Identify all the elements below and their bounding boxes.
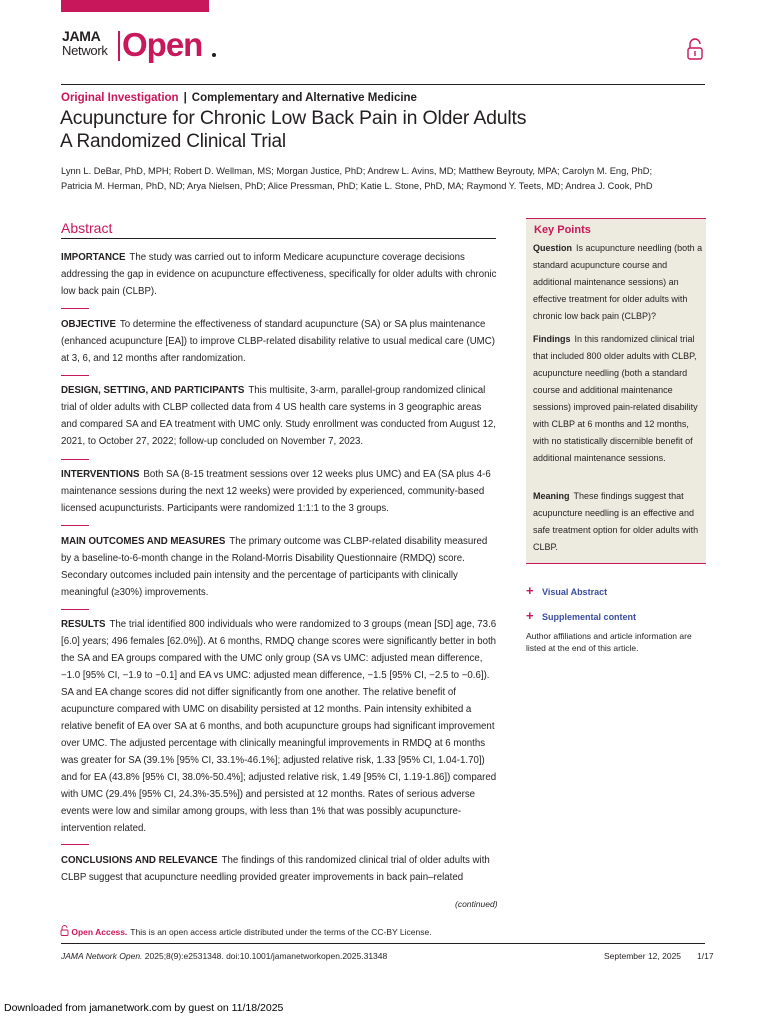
- section-text: The primary outcome was CLBP-related disability measured by a baseline-to-6-month change in the Roland-Morris Disability Questionnaire (RMDQ) score. Secondary outcomes included pain intensity and the percentage of participants with clinically meaningful (≥30%) improvements.: [61, 536, 488, 598]
- section-label: DESIGN, SETTING, AND PARTICIPANTS: [61, 385, 245, 396]
- section-text: The study was carried out to inform Medicare acupuncture coverage decisions addressing the gap in evidence on acupuncture effectiveness, specifically for older adults with chronic low back pain (CLBP).: [61, 252, 497, 297]
- open-access-text: This is an open access article distributed under the terms of the CC-BY License.: [130, 927, 432, 937]
- section-label: MAIN OUTCOMES AND MEASURES: [61, 536, 226, 547]
- key-point-label: Findings: [533, 334, 571, 344]
- abstract-design: [61, 382, 498, 450]
- key-point-question: [533, 240, 703, 325]
- key-point-label: Meaning: [533, 491, 570, 501]
- section-text: To determine the effectiveness of standard acupuncture (SA) or SA plus maintenance (enhanced acupuncture [EA]) to improve CLBP-related disability relative to usual medical care (UMC) at 3, 6, and 12 months after randomization.: [61, 319, 495, 364]
- abstract-importance: [61, 249, 498, 300]
- section-text: The trial identified 800 individuals who were randomized to 3 groups (mean [SD] age, 73.6 [6.0] years; 496 females [62.0%]). At 6 months, RMDQ change scores were significantly better in both the SA and EA groups compared with the UMC only group (SA vs UMC: adjusted mean difference, −1.0 [95% CI, −1.9 to −0.1] and EA vs UMC: adjusted mean difference, −1.5 [95% CI, −2.5 to −0.6]). SA and EA change scores did not differ significantly from one another. The relative benefit of acupuncture compared with UMC on disability persisted at 12 months. Pain intensity exhibited a relative benefit of EA over SA at 6 months, and both acupuncture groups had significant improvement over UMC. The adjusted percentage with clinically meaningful improvements in RMDQ at 6 months was greater for SA (39.1% [95% CI, 33.1%-46.1%]; adjusted relative risk, 1.33 [95% CI, 1.04-1.70]) and for EA (43.8% [95% CI, 38.0%-50.4%]; adjusted relative risk, 1.49 [95% CI, 1.19-1.86]) compared with UMC (29.4% [95% CI, 24.3%-35.5%]) and persisted at 12 months. Rates of serious adverse events were low and similar among groups, with less than 1% that was possibly acupuncture-intervention related.: [61, 619, 497, 834]
- plus-icon: +: [526, 608, 534, 623]
- logo-jama-text: JAMA: [62, 28, 101, 44]
- key-point-text: In this randomized clinical trial that included 800 older adults with CLBP, acupuncture needling (both a standard course and additional maintenance sessions) improved pain-related disability with CLBP at 6 months and 12 months, with no statistically discernible benefit of additional maintenance sessions.: [533, 334, 698, 463]
- supplemental-content-link[interactable]: [526, 607, 636, 625]
- open-access-label[interactable]: Open Access.: [71, 927, 128, 937]
- publication-date: September 12, 2025: [604, 951, 682, 961]
- article-title: Acupuncture for Chronic Low Back Pain in Older Adults: [60, 107, 527, 129]
- section-text: The findings of this randomized clinical trial of older adults with CLBP suggest that acupuncture needling provided greater improvements in back pain–related: [61, 855, 490, 883]
- article-subtitle: A Randomized Clinical Trial: [60, 131, 286, 152]
- section-label: IMPORTANCE: [61, 252, 126, 263]
- abstract-heading: Abstract: [61, 220, 113, 236]
- key-points-bottom-rule: [526, 563, 706, 564]
- key-points-heading: Key Points: [534, 224, 591, 236]
- section-label: OBJECTIVE: [61, 319, 116, 330]
- section-divider: [61, 375, 89, 376]
- article-category: Complementary and Alternative Medicine: [191, 92, 417, 104]
- open-lock-icon: [60, 927, 71, 937]
- visual-abstract-link[interactable]: [526, 582, 607, 600]
- logo-dot: [212, 53, 216, 57]
- author-list: Lynn L. DeBar, PhD, MPH; Robert D. Wellman, MS; Morgan Justice, PhD; Andrew L. Avins, MD; Matthew Beyrouty, MPA; Carolyn M. Eng, PhD; Patricia M. Herman, PhD, ND; Arya Nielsen, PhD; Alice Pressman, PhD; Katie L. Stone, PhD, MA; Raymond Y. Teets, MD; Andrea J. Cook, PhD: [61, 166, 653, 191]
- section-divider: [61, 308, 89, 309]
- plus-icon: +: [526, 583, 534, 598]
- citation-text: 2025;8(9):e2531348. doi:10.1001/jamanetworkopen.2025.31348: [144, 951, 388, 961]
- logo-network-text: Network: [62, 43, 108, 58]
- abstract-outcomes: [61, 533, 498, 601]
- key-point-meaning: [533, 488, 703, 556]
- category-separator: |: [183, 92, 187, 104]
- logo-open-text: Open: [122, 26, 203, 63]
- page-number: 1/17: [697, 951, 714, 961]
- abstract-results: [61, 616, 498, 837]
- open-lock-icon: [686, 38, 704, 65]
- section-label: RESULTS: [61, 619, 106, 630]
- key-points-rule: [526, 218, 706, 219]
- footer-citation: [61, 950, 387, 962]
- brand-top-bar: [61, 0, 209, 12]
- section-text: Both SA (8-15 treatment sessions over 12 weeks plus UMC) and EA (SA plus 4-6 maintenance sessions during the next 12 weeks) were provided by experienced, community-based licensed acupuncturists. Participants were randomized 1:1:1 to the 3 groups.: [61, 469, 491, 514]
- article-type: Original Investigation: [61, 92, 179, 104]
- section-divider: [61, 525, 89, 526]
- journal-name: JAMA Network Open.: [61, 951, 143, 961]
- download-note: Downloaded from jamanetwork.com by guest on 11/18/2025: [4, 1002, 284, 1014]
- footer-rule: [61, 943, 705, 944]
- abstract-interventions: [61, 466, 498, 517]
- header-rule: [61, 84, 705, 85]
- link-label: Supplemental content: [542, 612, 637, 622]
- affiliations-note: Author affiliations and article information are listed at the end of this article.: [526, 631, 692, 653]
- abstract-rule: [61, 238, 496, 239]
- section-text: This multisite, 3-arm, parallel-group randomized clinical trial of older adults with CLBP collected data from 4 US health care systems in 3 geographic areas and compared SA and EA treatment with UMC only. Study enrollment was conducted from August 12, 2021, to October 27, 2022; follow-up concluded on November 7, 2023.: [61, 385, 496, 447]
- key-point-label: Question: [533, 243, 573, 253]
- key-point-findings: [533, 331, 703, 467]
- link-label: Visual Abstract: [542, 587, 608, 597]
- section-divider: [61, 459, 89, 460]
- logo-separator: [118, 31, 120, 61]
- abstract-conclusions: [61, 852, 498, 886]
- section-label: INTERVENTIONS: [61, 469, 140, 480]
- section-label: CONCLUSIONS AND RELEVANCE: [61, 855, 218, 866]
- section-divider: [61, 609, 89, 610]
- abstract-objective: [61, 316, 498, 367]
- footer-date-page: [604, 950, 714, 962]
- continued-note: (continued): [455, 899, 498, 909]
- open-access-note: [60, 925, 432, 938]
- section-divider: [61, 844, 89, 845]
- key-point-text: Is acupuncture needling (both a standard acupuncture course and additional maintenance sessions) an effective treatment for older adults with chronic low back pain (CLBP)?: [533, 243, 703, 321]
- article-category-line: [61, 91, 417, 105]
- key-point-text: These findings suggest that acupuncture needling is an effective and safe treatment option for older adults with CLBP.: [533, 491, 699, 552]
